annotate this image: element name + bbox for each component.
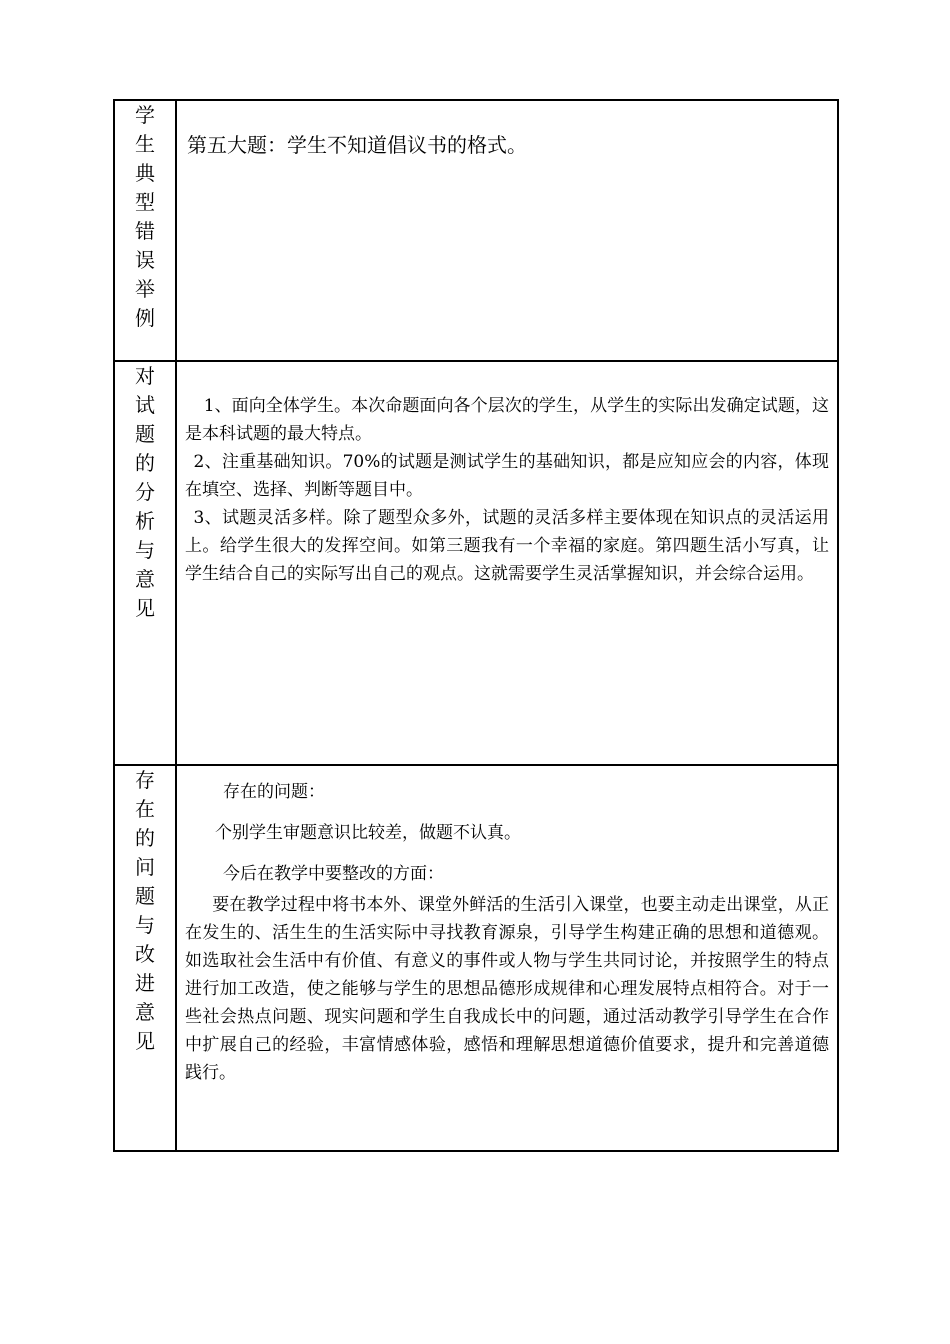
problems-title: 存在的问题： — [223, 782, 325, 802]
report-table — [113, 99, 839, 1152]
analysis-content — [177, 362, 837, 588]
fixes-title: 今后在教学中要整改的方面： — [223, 864, 444, 884]
problems-content — [177, 766, 837, 1087]
analysis-paragraph-3: 3、试题灵活多样。除了题型众多外，试题的灵活多样主要体现在知识点的灵活运用上。给学生很大的发挥空间。如第三题我有一个幸福的家庭。第四题生活小写真，让学生结合自己的实际写出自己的观点。这就需要学生灵活掌握知识，并会综合运用。 — [185, 508, 829, 584]
row-label-analysis: 对试题的分析与意见 — [135, 364, 155, 620]
table-row-analysis — [114, 361, 838, 765]
row-label-typical-errors: 学生典型错误举例 — [135, 103, 155, 330]
table-row-problems — [114, 765, 838, 1151]
row-label-cell — [114, 100, 176, 361]
row-label-cell — [114, 361, 176, 765]
problems-text: 个别学生审题意识比较差，做题不认真。 — [215, 823, 521, 843]
row-content-cell — [176, 361, 838, 765]
typical-errors-text: 第五大题：学生不知道倡议书的格式。 — [187, 133, 527, 157]
analysis-paragraph-2: 2、注重基础知识。70%的试题是测试学生的基础知识，都是应知应会的内容，体现在填空、选择、判断等题目中。 — [185, 452, 829, 500]
analysis-paragraph-1: 1、面向全体学生。本次命题面向各个层次的学生，从学生的实际出发确定试题，这是本科试题的最大特点。 — [185, 396, 829, 444]
table-row-typical-errors — [114, 100, 838, 361]
row-content-cell — [176, 100, 838, 361]
fixes-text: 要在教学过程中将书本外、课堂外鲜活的生活引入课堂，也要主动走出课堂，从正在发生的、活生生的生活实际中寻找教育源泉，引导学生构建正确的思想和道德观。如选取社会生活中有价值、有意义的事件或人物与学生共同讨论，并按照学生的特点进行加工改造，使之能够与学生的思想品德形成规律和心理发展特点相符合。对于一些社会热点问题、现实问题和学生自我成长中的问题，通过活动教学引导学生在合作中扩展自己的经验，丰富情感体验，感悟和理解思想道德价值要求，提升和完善道德践行。 — [185, 895, 829, 1083]
row-label-problems: 存在的问题与改进意见 — [135, 768, 155, 1053]
row-content-cell — [176, 765, 838, 1151]
row-label-cell — [114, 765, 176, 1151]
